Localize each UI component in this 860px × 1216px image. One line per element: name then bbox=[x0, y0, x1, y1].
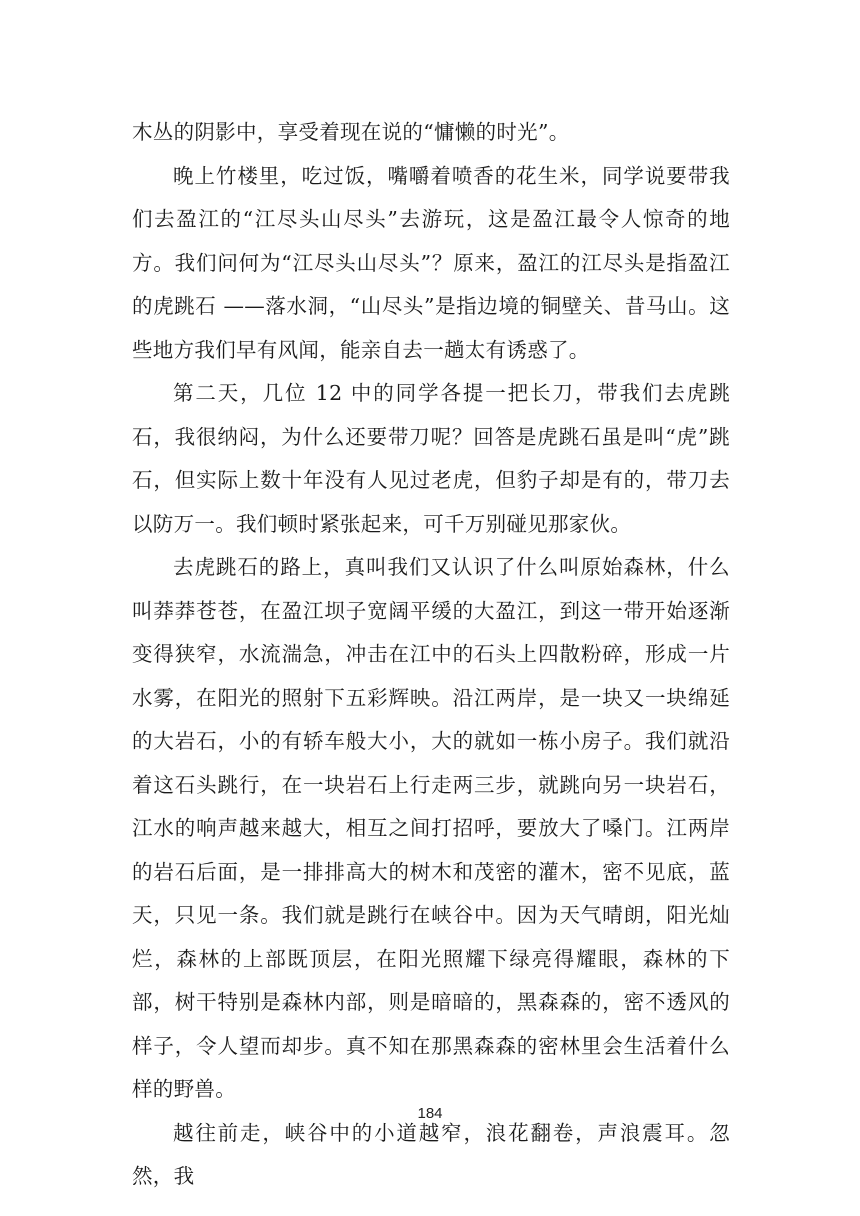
paragraph: 晚上竹楼里，吃过饭，嘴嚼着喷香的花生米，同学说要带我们去盈江的“江尽头山尽头”去游玩，这是盈江最令人惊奇的地方。我们问何为“江尽头山尽头”？原来，盈江的江尽头是指盈江的虎跳石 ——落水洞，“山尽头”是指边境的铜壁关、昔马山。这些地方我们早有风闻，能亲自去一趟太有诱惑了。 bbox=[132, 163, 730, 362]
paragraph: 越往前走，峡谷中的小道越窄，浪花翻卷，声浪震耳。忽然，我 bbox=[132, 1120, 730, 1188]
paragraph: 木丛的阴影中，享受着现在说的“慵懒的时光”。 bbox=[132, 120, 570, 144]
paragraph: 去虎跳石的路上，真叫我们又认识了什么叫原始森林，什么叫莽莽苍苍，在盈江坝子宽阔平缓的大盈江，到这一带开始逐渐变得狭窄，水流湍急，冲击在江中的石头上四散粉碎，形成一片水雾，在阳光的照射下五彩辉映。沿江两岸，是一块又一块绵延的大岩石，小的有轿车般大小，大的就如一栋小房子。我们就沿着这石头跳行，在一块岩石上行走两三步，就跳向另一块岩石，江水的响声越来越大，相互之间打招呼，要放大了嗓门。江两岸的岩石后面，是一排排高大的树木和茂密的灌木，密不见底，蓝天，只见一条。我们就是跳行在峡谷中。因为天气晴朗，阳光灿烂，森林的上部既顶层，在阳光照耀下绿亮得耀眼，森林的下部，树干特别是森林内部，则是暗暗的，黑森森的，密不透风的样子，令人望而却步。真不知在那黑森森的密林里会生活着什么样的野兽。 bbox=[132, 555, 730, 1101]
paragraph: 第二天，几位 12 中的同学各提一把长刀，带我们去虎跳石，我很纳闷，为什么还要带刀呢？回答是虎跳石虽是叫“虎”跳石，但实际上数十年没有人见过老虎，但豹子却是有的，带刀去以防万一。我们顿时紧张起来，可千万别碰见那家伙。 bbox=[132, 381, 730, 536]
page-body bbox=[132, 111, 730, 1199]
page-number: 184 bbox=[417, 1105, 443, 1122]
